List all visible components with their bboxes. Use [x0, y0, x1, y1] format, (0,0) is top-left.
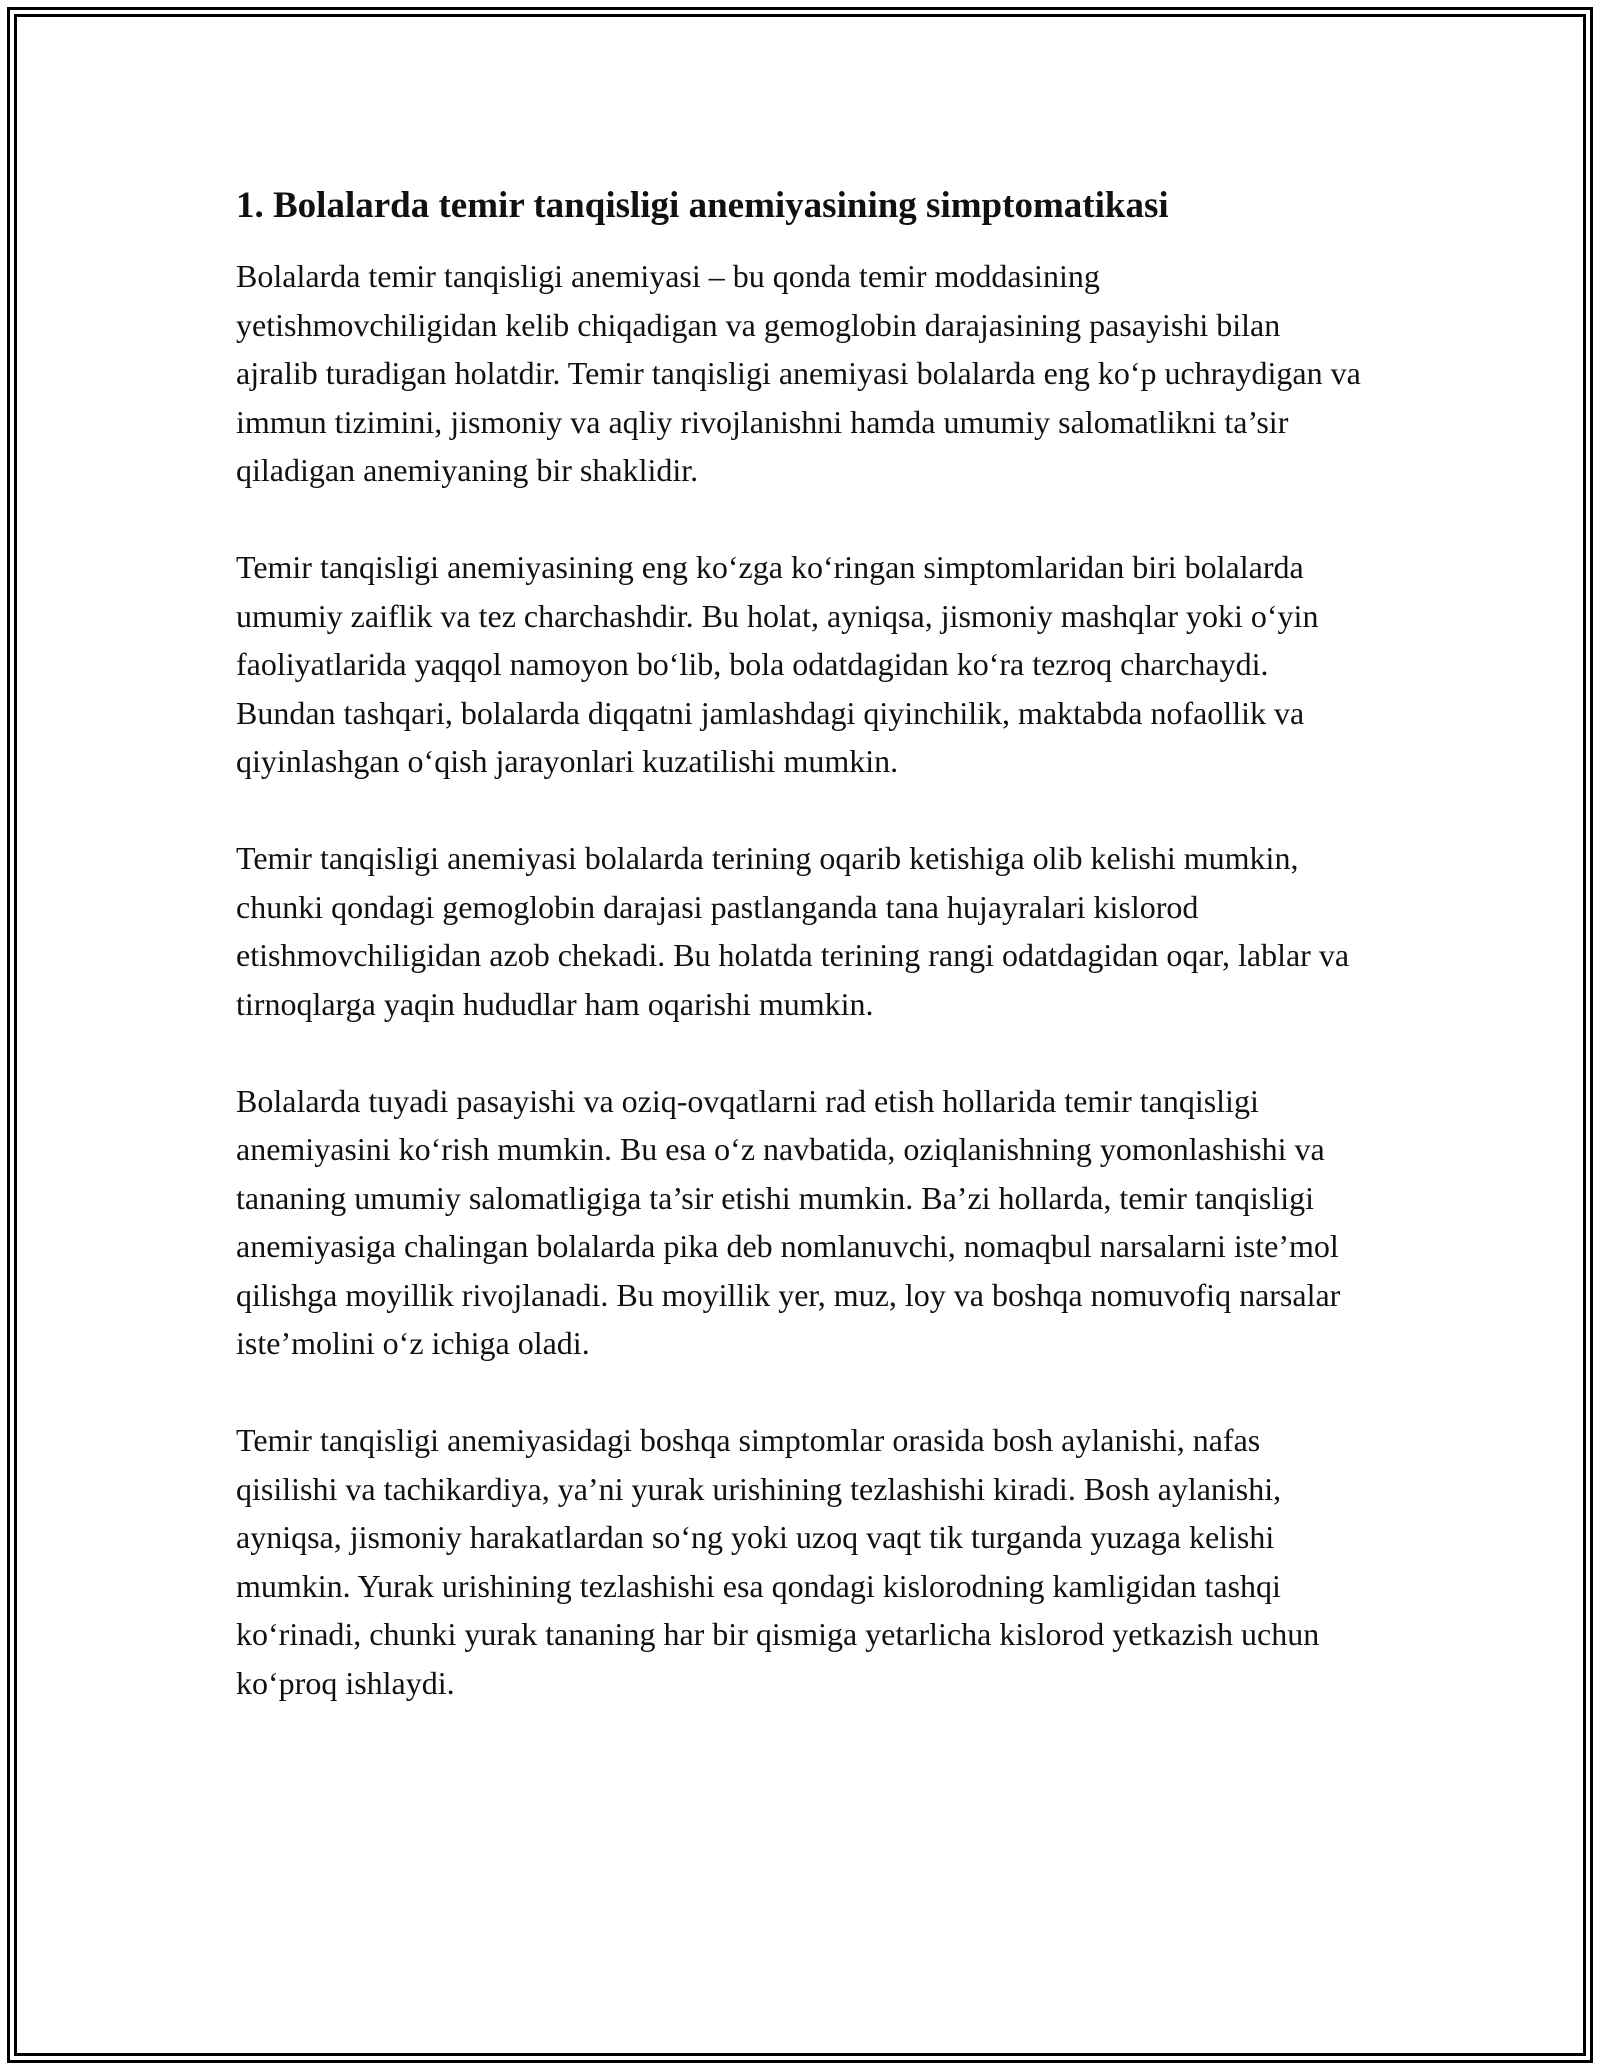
paragraph-other-symptoms: Temir tanqisligi anemiyasidagi boshqa simptomlar orasida bosh aylanishi, nafas qisilishi va tachikardiya, ya’ni yurak urishining tezlashishi kiradi. Bosh aylanishi, ayniqsa, jismoniy harakatlardan so‘ng yoki uzoq vaqt tik turganda yuzaga kelishi mumkin. Yurak urishining tezlashishi esa qondagi kislorodning kamligidan tashqi ko‘rinadi, chunki yurak tananing har bir qismiga yetarlicha kislorod yetkazish uchun ko‘proq ishlaydi. [236, 1422, 1320, 1701]
paragraph-weakness: Temir tanqisligi anemiyasining eng ko‘zga ko‘ringan simptomlaridan biri bolalarda umumiy zaiflik va tez charchashdir. Bu holat, ayniqsa, jismoniy mashqlar yoki o‘yin faoliyatlarida yaqqol namoyon bo‘lib, bola odatdagidan ko‘ra tezroq charchaydi. Bundan tashqari, bolalarda diqqatni jamlashdagi qiyinchilik, maktabda nofaollik va qiyinlashgan o‘qish jarayonlari kuzatilishi mumkin. [236, 549, 1319, 779]
paragraph-intro: Bolalarda temir tanqisligi anemiyasi – bu qonda temir moddasining yetishmovchiligidan kelib chiqadigan va gemoglobin darajasining pasayishi bilan ajralib turadigan holatdir. Temir tanqisligi anemiyasi bolalarda eng ko‘p uchraydigan va immun tizimini, jismoniy va aqliy rivojlanishni hamda umumiy salomatlikni ta’sir qiladigan anemiyaning bir shaklidir. [236, 258, 1361, 488]
paragraph-appetite: Bolalarda tuyadi pasayishi va oziq-ovqatlarni rad etish hollarida temir tanqisligi anemiyasini ko‘rish mumkin. Bu esa o‘z navbatida, oziqlanishning yomonlashishi va tananing umumiy salomatligiga ta’sir etishi mumkin. Ba’zi hollarda, temir tanqisligi anemiyasiga chalingan bolalarda pika deb nomlanuvchi, nomaqbul narsalarni iste’mol qilishga moyillik rivojlanadi. Bu moyillik yer, muz, loy va boshqa nomuvofiq narsalar iste’molini o‘z ichiga oladi. [236, 1082, 1341, 1361]
document-title: 1. Bolalarda temir tanqisligi anemiyasining simptomatikasi [236, 185, 1169, 226]
paragraph-pallor: Temir tanqisligi anemiyasi bolalarda terining oqarib ketishiga olib kelishi mumkin, chunki qondagi gemoglobin darajasi pastlanganda tana hujayralari kislorod etishmovchiligidan azob chekadi. Bu holatda terining rangi odatdagidan oqar, lablar va tirnoqlarga yaqin hududlar ham oqarishi mumkin. [236, 840, 1350, 1022]
document-body [236, 182, 1366, 1756]
